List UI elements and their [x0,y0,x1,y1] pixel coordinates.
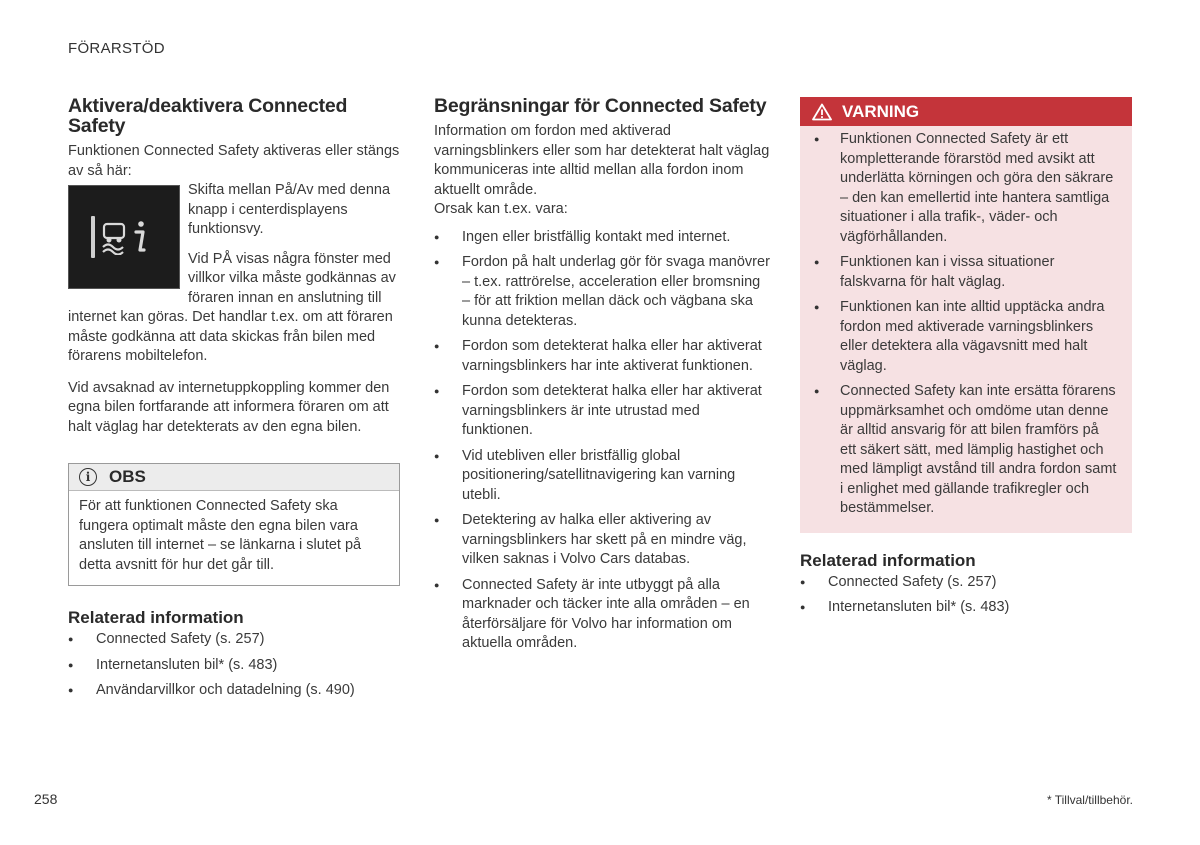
info-icon: i [79,468,97,486]
note-box [68,463,400,586]
related-list [68,630,400,701]
page-number: 258 [34,791,58,807]
intro-limitations: Information om fordon med aktiverad varningsblinkers eller som har detekterat halt väglag kommuniceras inte alltid mellan alla fordon inom aktuellt område. [434,123,770,198]
related-heading: Relaterad information [68,608,244,627]
list-item: ● Vid utebliven eller bristfällig global positionering/satellitnavigering kan varning utebli. [434,447,770,506]
warning-box [800,97,1132,533]
warning-item: ● Funktionen kan i vissa situationer falskvarna för halt väglag. [814,253,1118,292]
button-description [68,181,400,367]
note-header [69,464,399,491]
column-warning [800,97,1132,624]
related-link[interactable]: ● Connected Safety (s. 257) [800,573,1132,593]
warning-triangle-icon [812,103,832,121]
button-indicator-bar [91,216,95,258]
list-item: ● Connected Safety är inte utbyggt på alla marknader och täcker inte alla områden – en återförsäljare för Volvo har information om aktuella områden. [434,576,770,654]
column-activate [68,96,400,707]
warning-item: ● Connected Safety kan inte ersätta förarens uppmärksamhet och omdöme utan denne är alltid ansvarig för att bilen framförs på ett säkert sätt, med lämplig hastighet och med lämpligt avstånd till andra fordon samt i enlighet med gällande trafikregler och bestämmelser. [814,382,1118,519]
related-link[interactable]: ● Connected Safety (s. 257) [68,630,400,650]
section-header: FÖRARSTÖD [68,40,165,57]
related-heading: Relaterad information [800,550,976,570]
warning-item: ● Funktionen kan inte alltid upptäcka andra fordon med aktiverade varningsblinkers eller detektera alla vägavsnitt med halt väglag. [814,298,1118,376]
cause-intro: Orsak kan t.ex. vara: [434,201,568,217]
list-item: ● Fordon som detekterat halka eller har aktiverat varningsblinkers är inte utrustad med funktionen. [434,382,770,441]
list-item: ● Detektering av halka eller aktivering av varningsblinkers har skett på en mindre väg, vilken saknas i Volvo Cars databas. [434,511,770,570]
connected-safety-icon [101,219,157,255]
related-link[interactable]: ● Internetansluten bil* (s. 483) [68,656,400,676]
footnote: * Tillval/tillbehör. [1046,793,1133,807]
related-list [800,573,1132,618]
column-limitations [434,96,770,660]
related-link[interactable]: ● Internetansluten bil* (s. 483) [800,598,1132,618]
heading-activate: Aktivera/deaktivera Connected Safety [68,95,348,137]
list-item: ● Fordon som detekterat halka eller har aktiverat varningsblinkers har inte aktiverat funktionen. [434,337,770,376]
offline-text: Vid avsaknad av internetuppkoppling kommer den egna bilen fortfarande att informera föraren om att halt väglag har detekterats av den egna bilen. [68,379,390,435]
warning-item: ● Funktionen Connected Safety är ett kompletterande förarstöd med avsikt att underlätta körningen och göra den säkrare – den kan emellertid inte hantera samtliga situationer i alla trafik-, väder- och vägförhållanden. [814,130,1118,247]
terms-text: Vid PÅ visas några fönster med villkor vilka måste godkännas av föraren innan en anslutning till internet kan göras. Det handlar t.ex. om att föraren måste godkänna att data skickas från bilen med förarens mobiltelefon. [68,250,396,364]
list-item: ● Ingen eller bristfällig kontakt med internet. [434,228,770,248]
connected-safety-button-image [68,185,180,289]
intro-activate: Funktionen Connected Safety aktiveras eller stängs av så här: [68,143,400,179]
list-item: ● Fordon på halt underlag gör för svaga manövrer – t.ex. rattrörelse, acceleration eller bromsning – för att friktion mellan däck och vägbana ska kunna detekteras. [434,253,770,331]
button-toggle-text: Skifta mellan På/Av med denna knapp i centerdisplayens funktionsvy. [188,182,391,237]
heading-limitations: Begränsningar för Connected Safety [434,95,767,117]
note-label: OBS [109,467,146,486]
warning-label: VARNING [842,101,920,121]
related-link[interactable]: ● Användarvillkor och datadelning (s. 490) [68,681,400,701]
warning-header [800,97,1132,126]
warning-list [800,126,1132,519]
limitations-list [434,228,770,654]
note-text: För att funktionen Connected Safety ska fungera optimalt måste den egna bilen vara ansluten till internet – se länkarna i slutet på detta avsnitt för hur det går till. [79,498,362,573]
